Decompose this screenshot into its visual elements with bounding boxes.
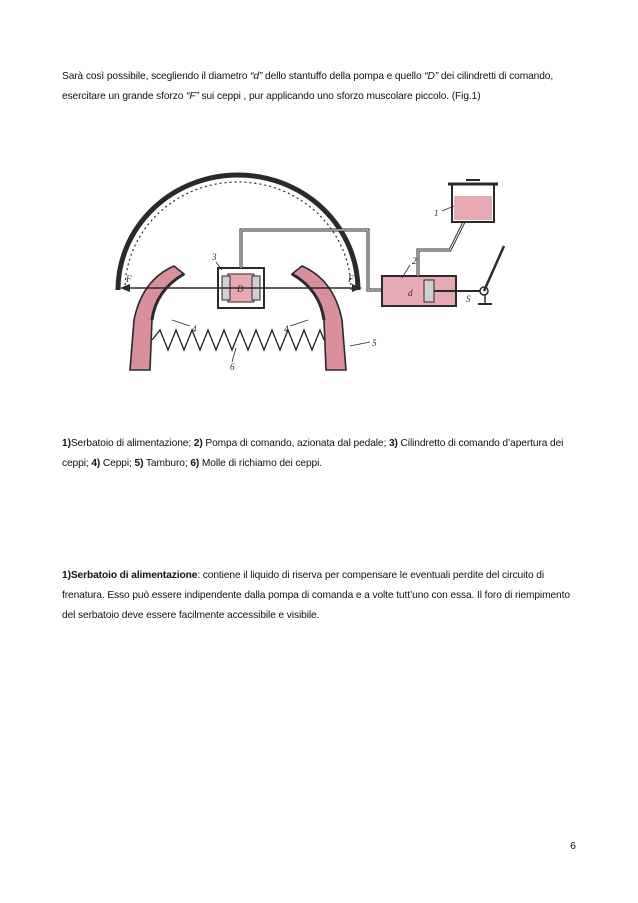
label-1: 1 bbox=[434, 208, 439, 218]
label-F-right: F bbox=[348, 274, 354, 284]
figure-caption bbox=[62, 434, 582, 474]
section-heading: 1)Serbatoio di alimentazione bbox=[62, 570, 198, 581]
caption-text-3: Cilindretto di comando d’apertura dei ceppi; bbox=[62, 438, 564, 469]
caption-num-6: 6) bbox=[190, 458, 200, 469]
caption-text-4: Ceppi; bbox=[100, 458, 135, 469]
label-4-left: 4 bbox=[192, 324, 197, 334]
label-F-left: F bbox=[126, 274, 132, 284]
pedal-lever bbox=[484, 246, 504, 291]
caption-text-1: Serbatoio di alimentazione; bbox=[70, 438, 194, 449]
brake-shoe-right bbox=[292, 266, 346, 370]
intro-text-1: Sarà così possibile, scegliendo il diametro bbox=[62, 71, 251, 82]
label-d: d bbox=[408, 288, 413, 298]
brake-shoe-left bbox=[130, 266, 184, 370]
intro-text-3: dei cilindretti di comando, esercitare un grande sforzo bbox=[62, 71, 554, 102]
reservoir-section bbox=[62, 566, 582, 626]
return-spring bbox=[152, 330, 324, 350]
symbol-d-big: “D” bbox=[424, 71, 439, 82]
label-6: 6 bbox=[230, 362, 235, 372]
label-4-right: 4 bbox=[284, 324, 289, 334]
caption-num-2: 2) bbox=[193, 438, 203, 449]
caption-text-2: Pompa di comando, azionata dal pedale; bbox=[202, 438, 389, 449]
label-3: 3 bbox=[212, 252, 217, 262]
caption-text-5: Tamburo; bbox=[143, 458, 191, 469]
caption-num-1: 1) bbox=[62, 438, 71, 449]
page-number: 6 bbox=[570, 840, 576, 852]
symbol-f: “F” bbox=[186, 91, 199, 102]
caption-num-3: 3) bbox=[388, 438, 398, 449]
intro-text-4: sui ceppi , pur applicando uno sforzo muscolare piccolo. (Fig.1) bbox=[198, 91, 481, 102]
label-5: 5 bbox=[372, 338, 377, 348]
brake-system-figure bbox=[112, 170, 514, 392]
intro-text-2: dello stantuffo della pompa e quello bbox=[262, 71, 425, 82]
label-D: D bbox=[237, 284, 244, 294]
label-2: 2 bbox=[412, 256, 417, 266]
caption-num-5: 5) bbox=[134, 458, 144, 469]
section-body: : contiene il liquido di riserva per compensare le eventuali perdite del circuito di frenatura. Esso può essere indipendente dalla pompa di comanda e a volte tutt’uno con essa. Il foro di riempimento del serbatoio deve essere facilmente accessibile e visibile. bbox=[62, 570, 570, 621]
caption-num-4: 4) bbox=[91, 458, 101, 469]
caption-text-6: Molle di richiamo dei ceppi. bbox=[199, 458, 322, 469]
label-S: S bbox=[466, 294, 471, 304]
intro-paragraph bbox=[62, 67, 582, 107]
symbol-d-small: “d” bbox=[250, 71, 263, 82]
